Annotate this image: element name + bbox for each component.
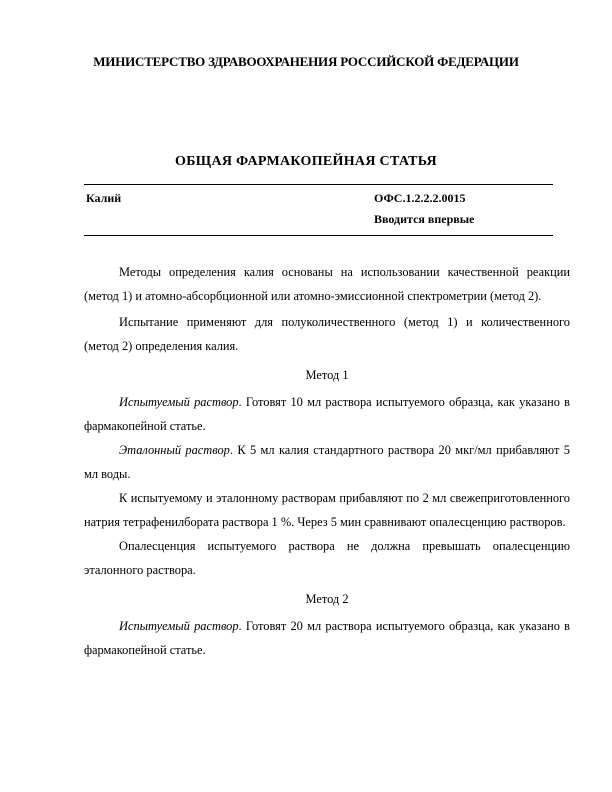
top-divider: [84, 184, 553, 185]
article-status: Вводится впервые: [374, 212, 475, 226]
reference-solution-label: Эталонный раствор: [119, 443, 230, 457]
method2-test-solution: [84, 614, 570, 662]
method1-criterion: Опалесценция испытуемого раствора не должна превышать опалесценцию эталонного раствора.: [84, 539, 570, 577]
test-solution-label: Испытуемый раствор: [119, 395, 239, 409]
test-solution-text: . Готовят 20 мл раствора испытуемого образца, как указано в фармакопейной статье.: [84, 619, 570, 657]
intro-paragraph: Испытание применяют для полуколичественного (метод 1) и количественного (метод 2) определения калия.: [84, 315, 570, 353]
method1-reference-solution: [84, 438, 570, 486]
article-body: [84, 260, 570, 662]
article-type-title: ОБЩАЯ ФАРМАКОПЕЙНАЯ СТАТЬЯ: [175, 154, 437, 169]
article-code: ОФС.1.2.2.2.0015: [374, 191, 466, 205]
bottom-divider: [84, 235, 553, 236]
article-title: Калий: [86, 191, 122, 205]
reference-solution-text: . К 5 мл калия стандартного раствора 20 мкг/мл прибавляют 5 мл воды.: [84, 443, 570, 481]
ministry-header: МИНИСТЕРСТВО ЗДРАВООХРАНЕНИЯ РОССИЙСКОЙ ФЕДЕРАЦИИ: [93, 54, 519, 69]
section-heading-method-2: Метод 2: [305, 592, 349, 606]
test-solution-label: Испытуемый раствор: [119, 619, 239, 633]
test-solution-text: . Готовят 10 мл раствора испытуемого образца, как указано в фармакопейной статье.: [84, 395, 570, 433]
intro-paragraph: Методы определения калия основаны на использовании качественной реакции (метод 1) и атомно-абсорбционной или атомно-эмиссионной спектрометрии (метод 2).: [84, 265, 570, 303]
method1-test-solution: [84, 390, 570, 438]
section-heading-method-1: Метод 1: [305, 368, 349, 382]
method1-procedure: К испытуемому и эталонному растворам прибавляют по 2 мл свежеприготовленного натрия тетрафенилбората раствора 1 %. Через 5 мин сравнивают опалесценцию растворов.: [84, 491, 570, 529]
article-meta: [374, 188, 474, 230]
